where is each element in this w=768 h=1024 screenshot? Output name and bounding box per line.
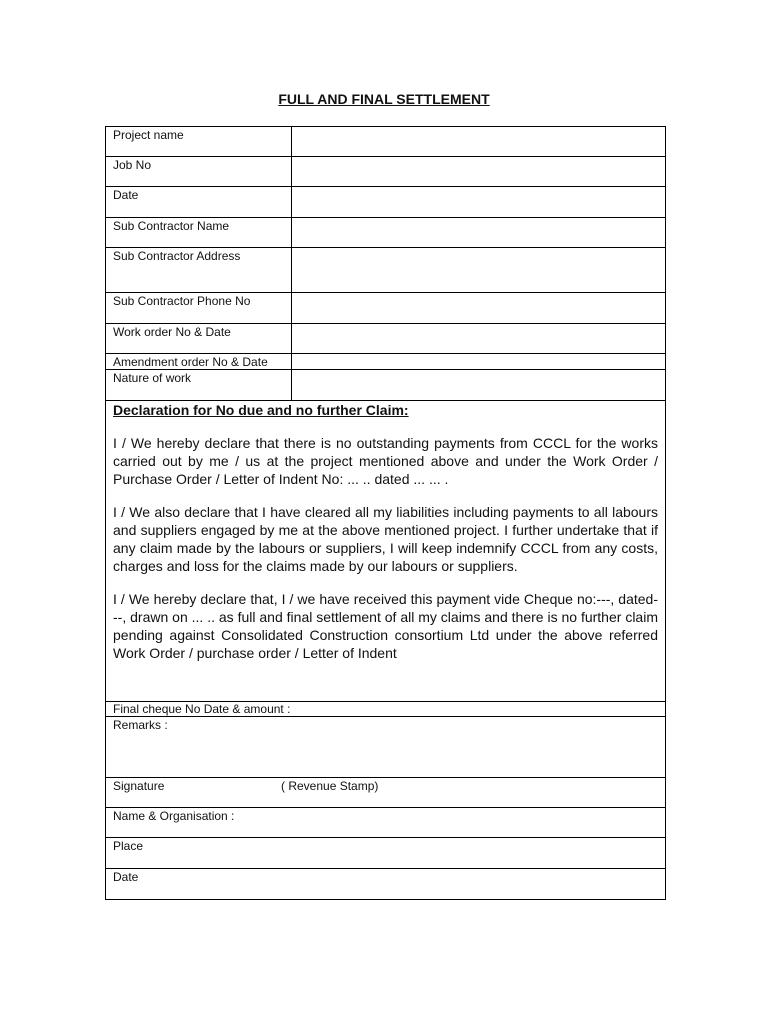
signature-label: Signature bbox=[113, 779, 165, 793]
nature-of-work-field[interactable] bbox=[292, 370, 665, 400]
remarks-label: Remarks : bbox=[113, 718, 168, 732]
sub-contractor-phone-label: Sub Contractor Phone No bbox=[106, 293, 292, 323]
page-title-text: FULL AND FINAL SETTLEMENT bbox=[278, 91, 490, 107]
row-job-no bbox=[106, 157, 665, 187]
row-work-order bbox=[106, 324, 665, 354]
signature-area bbox=[106, 778, 665, 807]
sub-contractor-phone-field[interactable] bbox=[292, 293, 665, 323]
sub-contractor-name-field[interactable] bbox=[292, 218, 665, 247]
bottom-date-label: Date bbox=[113, 870, 139, 884]
row-bottom-date bbox=[106, 869, 665, 899]
row-final-cheque bbox=[106, 702, 665, 717]
nature-of-work-label: Nature of work bbox=[106, 370, 292, 400]
row-amendment-order bbox=[106, 354, 665, 370]
page-title bbox=[0, 91, 768, 107]
amendment-order-label: Amendment order No & Date bbox=[106, 354, 292, 369]
final-cheque-label: Final cheque No Date & amount : bbox=[113, 702, 291, 716]
date-field[interactable] bbox=[292, 187, 665, 217]
declaration-heading: Declaration for No due and no further Claim: bbox=[113, 402, 409, 418]
work-order-label: Work order No & Date bbox=[106, 324, 292, 353]
settlement-form bbox=[105, 126, 666, 900]
row-remarks bbox=[106, 717, 665, 778]
declaration-paragraph-3: I / We hereby declare that, I / we have received this payment vide Cheque no:---, dated---, drawn on ... .. as full and final settlement of all my claims and there is no further claim pending against Consolidated Construction consortium Ltd under the above referred Work Order / purchase order / Letter of Indent bbox=[113, 591, 658, 661]
row-sub-contractor-address bbox=[106, 248, 665, 293]
sub-contractor-address-label: Sub Contractor Address bbox=[106, 248, 292, 292]
row-nature-of-work bbox=[106, 370, 665, 401]
row-sub-contractor-phone bbox=[106, 293, 665, 324]
declaration-section bbox=[106, 401, 665, 701]
job-no-field[interactable] bbox=[292, 157, 665, 186]
sub-contractor-address-field[interactable] bbox=[292, 248, 665, 292]
row-signature bbox=[106, 778, 665, 808]
declaration-paragraph-1: I / We hereby declare that there is no outstanding payments from CCCL for the works carried out by me / us at the project mentioned above and under the Work Order / Purchase Order / Letter of Indent No: ... .. dated ... ... . bbox=[113, 435, 658, 487]
revenue-stamp-label: ( Revenue Stamp) bbox=[281, 779, 379, 793]
job-no-label: Job No bbox=[106, 157, 292, 186]
row-declaration bbox=[106, 401, 665, 702]
row-place bbox=[106, 838, 665, 869]
row-project-name bbox=[106, 127, 665, 157]
row-sub-contractor-name bbox=[106, 218, 665, 248]
row-name-organisation bbox=[106, 808, 665, 838]
row-date bbox=[106, 187, 665, 218]
date-label: Date bbox=[106, 187, 292, 217]
work-order-field[interactable] bbox=[292, 324, 665, 353]
sub-contractor-name-label: Sub Contractor Name bbox=[106, 218, 292, 247]
project-name-label: Project name bbox=[106, 127, 292, 156]
name-organisation-label: Name & Organisation : bbox=[113, 809, 235, 823]
place-label: Place bbox=[113, 839, 144, 853]
declaration-paragraph-2: I / We also declare that I have cleared all my liabilities including payments to all labours and suppliers engaged by me at the above mentioned project. I further undertake that if any claim made by the labours or suppliers, I will keep indemnify CCCL from any costs, charges and loss for the claims made by our labours or suppliers. bbox=[113, 504, 658, 574]
project-name-field[interactable] bbox=[292, 127, 665, 156]
amendment-order-field[interactable] bbox=[292, 354, 665, 369]
